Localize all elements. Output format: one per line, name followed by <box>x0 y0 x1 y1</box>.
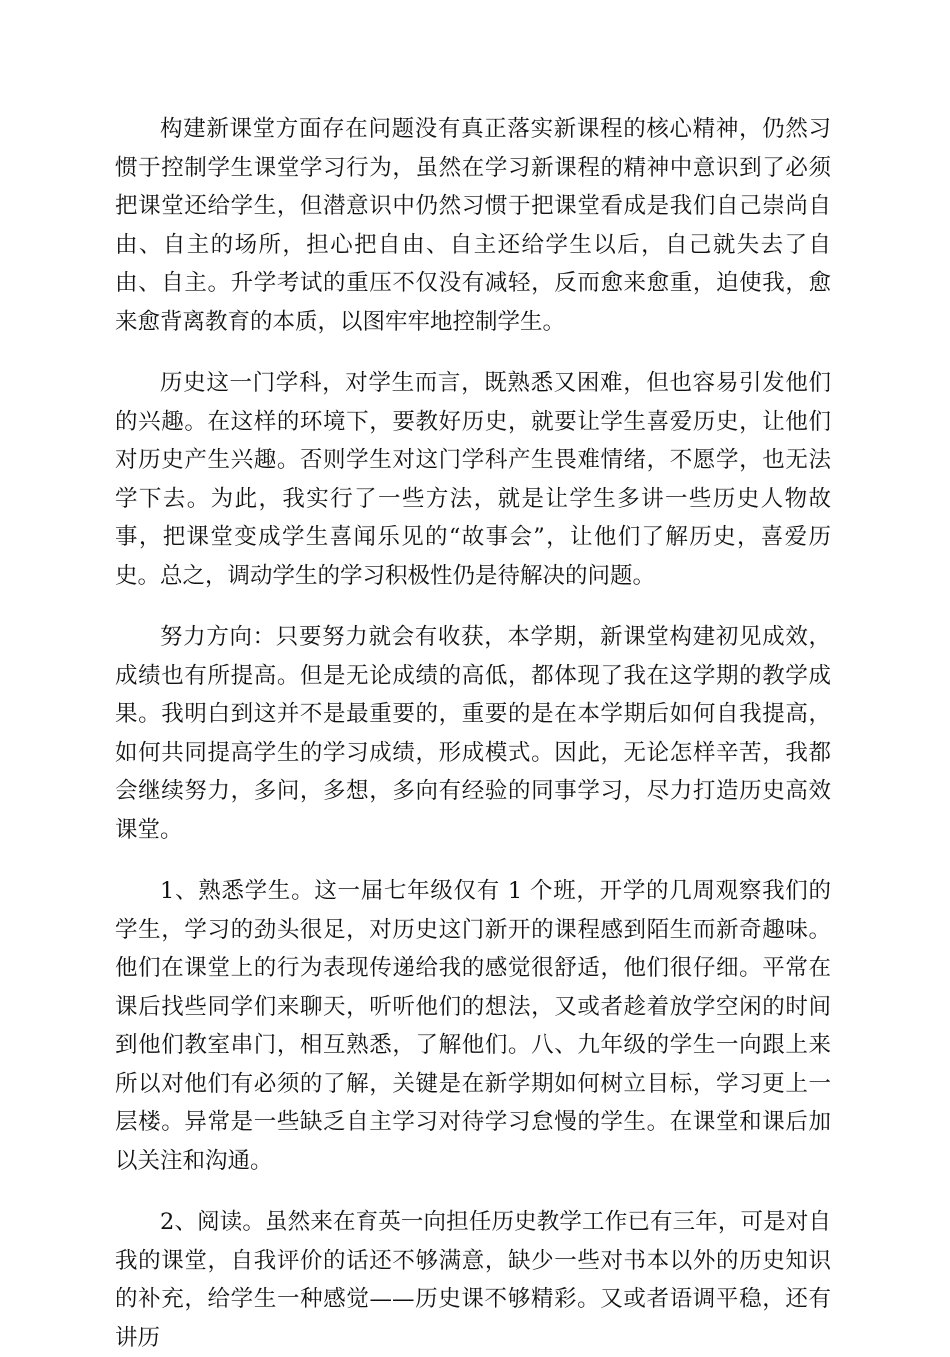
paragraph-new-classroom-problems: 构建新课堂方面存在问题没有真正落实新课程的核心精神，仍然习惯于控制学生课堂学习行为，虽然在学习新课程的精神中意识到了必须把课堂还给学生，但潜意识中仍然习惯于把课堂看成是我们自己崇尚自由、自主的场所，担心把自由、自主还给学生以后，自己就失去了自由、自主。升学考试的重压不仅没有减轻，反而愈来愈重，迫使我，愈来愈背离教育的本质，以图牢牢地控制学生。 <box>115 116 831 335</box>
paragraph-know-students: 1、熟悉学生。这一届七年级仅有 1 个班，开学的几周观察我们的学生，学习的劲头很足，对历史这门新开的课程感到陌生而新奇趣味。他们在课堂上的行为表现传递给我的感觉很舒适，他们很仔细。平常在课后找些同学们来聊天，听听他们的想法，又或者趁着放学空闲的时间到他们教室串门，相互熟悉，了解他们。八、九年级的学生一向跟上来所以对他们有必须的了解，关键是在新学期如何树立目标，学习更上一层楼。异常是一些缺乏自主学习对待学习怠慢的学生。在课堂和课后加以关注和沟通。 <box>115 878 831 1174</box>
paragraph-history-subject-interest: 历史这一门学科，对学生而言，既熟悉又困难，但也容易引发他们的兴趣。在这样的环境下，要教好历史，就要让学生喜爱历史，让他们对历史产生兴趣。否则学生对这门学科产生畏难情绪，不愿学，也无法学下去。为此，我实行了一些方法，就是让学生多讲一些历史人物故事，把课堂变成学生喜闻乐见的“故事会”，让他们了解历史，喜爱历史。总之，调动学生的学习积极性仍是待解决的问题。 <box>115 370 831 589</box>
document-body <box>115 110 831 1357</box>
paragraph-reading: 2、阅读。虽然来在育英一向担任历史教学工作已有三年，可是对自我的课堂，自我评价的话还不够满意，缺少一些对书本以外的历史知识的补充，给学生一种感觉——历史课不够精彩。又或者语调平稳，还有讲历 <box>115 1209 831 1351</box>
paragraph-effort-direction: 努力方向：只要努力就会有收获，本学期，新课堂构建初见成效，成绩也有所提高。但是无论成绩的高低，都体现了我在这学期的教学成果。我明白到这并不是最重要的，重要的是在本学期后如何自我提高，如何共同提高学生的学习成绩，形成模式。因此，无论怎样辛苦，我都会继续努力，多问，多想，多向有经验的同事学习，尽力打造历史高效课堂。 <box>115 624 831 843</box>
